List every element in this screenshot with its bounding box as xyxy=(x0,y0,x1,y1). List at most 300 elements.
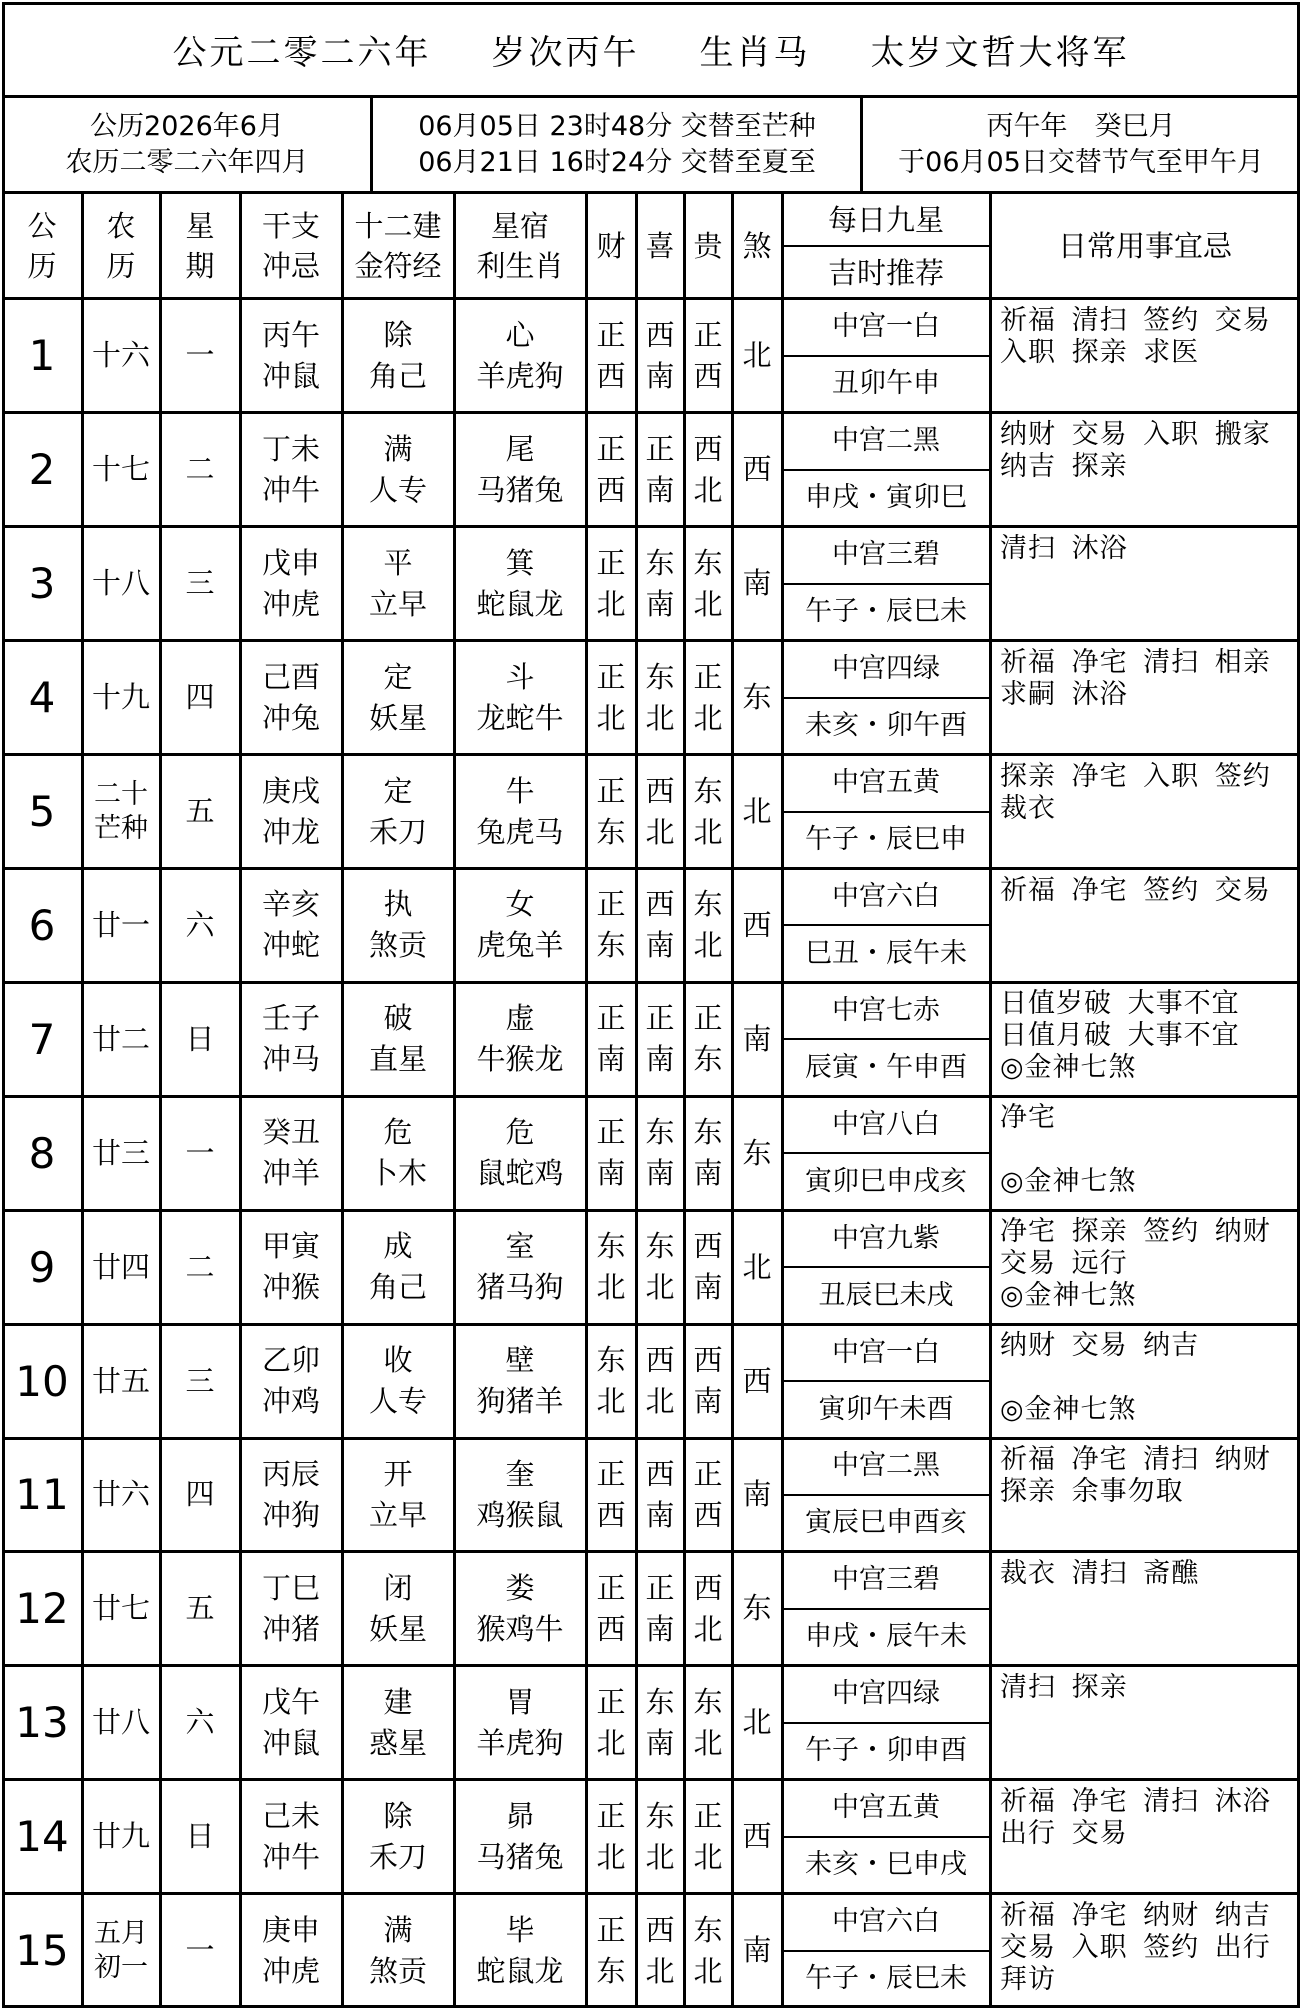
nine-star: 中宫一白 xyxy=(832,311,940,343)
header-gongli: 公 历 xyxy=(27,209,57,283)
jinfujing: 立早 xyxy=(368,1497,427,1532)
cai-direction-line: 东 xyxy=(596,928,626,963)
day-number: 10 xyxy=(15,1356,69,1406)
jianchu-cell xyxy=(342,299,454,413)
cai-direction-line: 东 xyxy=(596,814,626,849)
cai-direction xyxy=(586,413,636,527)
lunar-date-line: 十九 xyxy=(91,680,150,715)
divider xyxy=(860,97,863,192)
lunar-date xyxy=(82,869,160,983)
ganzhi: 己酉 xyxy=(261,659,320,694)
gui-direction xyxy=(684,1096,732,1210)
ganzhi: 丁未 xyxy=(261,431,320,466)
divider xyxy=(2,1437,1300,1440)
lunar-date-line: 廿八 xyxy=(91,1705,150,1740)
jianchu: 除 xyxy=(383,317,413,352)
jinfujing: 妖星 xyxy=(368,1611,427,1646)
ganzhi-cell xyxy=(240,1894,342,2008)
sha-direction: 东 xyxy=(742,680,772,715)
header-gui: 贵 xyxy=(693,229,723,263)
gui-direction-line: 北 xyxy=(693,586,723,621)
xingxiu-cell xyxy=(454,1780,586,1894)
gui-direction-line: 西 xyxy=(693,431,723,466)
nine-star: 中宫五黄 xyxy=(832,767,940,799)
xi-direction-line: 南 xyxy=(645,1725,675,1760)
weekday: 三 xyxy=(185,1363,215,1398)
divider xyxy=(2,297,1300,300)
sha-direction: 东 xyxy=(742,1591,772,1626)
yiji-line: 日值月破 大事不宜 xyxy=(1000,1020,1240,1052)
lunar-date-line: 廿四 xyxy=(91,1249,150,1284)
cai-direction-line: 正 xyxy=(596,887,626,922)
day-number: 4 xyxy=(28,673,56,723)
cai-direction-line: 正 xyxy=(596,545,626,580)
ganzhi-cell xyxy=(240,1666,342,1780)
xi-direction xyxy=(636,527,684,641)
cai-direction-line: 北 xyxy=(596,700,626,735)
sha-direction: 西 xyxy=(742,1819,772,1854)
yiji-line: ◎金神七煞 xyxy=(1000,1166,1137,1198)
gui-direction-line: 东 xyxy=(693,887,723,922)
ganzhi: 乙卯 xyxy=(261,1343,320,1378)
xi-direction-line: 南 xyxy=(645,1497,675,1532)
yiji-cell xyxy=(990,641,1300,755)
ganzhi: 甲寅 xyxy=(261,1229,320,1264)
yiji-cell xyxy=(990,755,1300,869)
yiji-line: 拜访 xyxy=(1000,1963,1056,1995)
nine-star: 中宫九紫 xyxy=(832,1222,940,1254)
cai-direction xyxy=(586,1780,636,1894)
lunar-date xyxy=(82,1096,160,1210)
xingxiu-cell xyxy=(454,1438,586,1552)
gui-direction-line: 正 xyxy=(693,1798,723,1833)
xi-direction-line: 北 xyxy=(645,814,675,849)
chong: 冲牛 xyxy=(261,1839,320,1874)
xi-direction xyxy=(636,1666,684,1780)
yiji-line: 祈福 净宅 签约 交易 xyxy=(1000,874,1271,906)
jinfujing: 惑星 xyxy=(368,1725,427,1760)
jianchu: 除 xyxy=(383,1798,413,1833)
lunar-date-line: 廿七 xyxy=(91,1591,150,1626)
cai-direction-line: 正 xyxy=(596,317,626,352)
sha-direction: 东 xyxy=(742,1135,772,1170)
gui-direction-line: 北 xyxy=(693,1611,723,1646)
jinfujing: 人专 xyxy=(368,1384,427,1419)
divider xyxy=(2,867,1300,870)
cai-direction-line: 东 xyxy=(596,1229,626,1264)
xi-direction-line: 正 xyxy=(645,1001,675,1036)
divider xyxy=(782,1836,990,1838)
sha-direction: 南 xyxy=(742,1933,772,1968)
divider xyxy=(2,1209,1300,1212)
divider xyxy=(370,97,373,192)
ganzhi: 丙午 xyxy=(261,317,320,352)
cai-direction xyxy=(586,527,636,641)
divider xyxy=(2,1095,1300,1098)
lucky-zodiac: 猴鸡牛 xyxy=(476,1611,564,1646)
divider xyxy=(782,1950,990,1952)
chong: 冲猪 xyxy=(261,1611,320,1646)
lunar-date-line: 芒种 xyxy=(94,812,148,844)
lucky-hours: 丑辰巳未戌 xyxy=(818,1279,954,1311)
xingxiu: 室 xyxy=(505,1229,535,1264)
xingxiu-cell xyxy=(454,527,586,641)
xi-direction xyxy=(636,1894,684,2008)
ganzhi-cell xyxy=(240,1552,342,1666)
yiji-line: 入职 探亲 求医 xyxy=(1000,337,1200,368)
jianchu: 开 xyxy=(383,1456,413,1491)
divider xyxy=(2,1778,1300,1781)
yiji-cell xyxy=(990,1438,1300,1552)
chong: 冲马 xyxy=(261,1042,320,1077)
cai-direction-line: 西 xyxy=(596,1497,626,1532)
weekday: 四 xyxy=(185,680,215,715)
xingxiu: 昴 xyxy=(505,1798,535,1833)
lucky-zodiac: 羊虎狗 xyxy=(476,1725,564,1760)
cai-direction-line: 西 xyxy=(596,358,626,393)
ganzhi-cell xyxy=(240,641,342,755)
header-xingxiu: 星宿 利生肖 xyxy=(476,209,564,283)
xi-direction xyxy=(636,413,684,527)
xi-direction-line: 西 xyxy=(645,773,675,808)
nine-star: 中宫八白 xyxy=(832,1108,940,1140)
lunar-date xyxy=(82,1894,160,2008)
xingxiu-cell xyxy=(454,641,586,755)
lunar-month: 农历二零二六年四月 xyxy=(65,146,309,178)
day-number: 5 xyxy=(28,787,56,837)
header-xingqi: 星 期 xyxy=(185,209,215,283)
xi-direction xyxy=(636,1552,684,1666)
jinfujing: 妖星 xyxy=(368,700,427,735)
xingxiu: 女 xyxy=(505,887,535,922)
cai-direction-line: 东 xyxy=(596,1343,626,1378)
weekday: 一 xyxy=(185,338,215,373)
gui-direction-line: 北 xyxy=(693,1953,723,1988)
cai-direction xyxy=(586,1552,636,1666)
ganzhi-cell xyxy=(240,1324,342,1438)
xi-direction-line: 西 xyxy=(645,317,675,352)
gui-direction-line: 正 xyxy=(693,1456,723,1491)
jinfujing: 立早 xyxy=(368,586,427,621)
weekday: 日 xyxy=(185,1819,215,1854)
yiji-cell xyxy=(990,1666,1300,1780)
lunar-date-line: 十六 xyxy=(91,338,150,373)
chong: 冲牛 xyxy=(261,472,320,507)
gui-direction-line: 南 xyxy=(693,1156,723,1191)
lucky-hours: 申戌・辰午未 xyxy=(805,1621,967,1653)
xi-direction xyxy=(636,982,684,1096)
sha-direction: 西 xyxy=(742,1363,772,1398)
chong: 冲虎 xyxy=(261,1953,320,1988)
xi-direction xyxy=(636,1324,684,1438)
lucky-hours: 午子・辰巳未 xyxy=(805,596,967,628)
jianchu-cell xyxy=(342,527,454,641)
xi-direction-line: 东 xyxy=(645,545,675,580)
xi-direction xyxy=(636,869,684,983)
ganzhi: 戊午 xyxy=(261,1684,320,1719)
xi-direction-line: 东 xyxy=(645,1115,675,1150)
divider xyxy=(782,1266,990,1268)
gui-direction xyxy=(684,1438,732,1552)
lucky-hours: 辰寅・午申酉 xyxy=(805,1051,967,1083)
cai-direction-line: 北 xyxy=(596,586,626,621)
lucky-hours: 午子・辰巳未 xyxy=(805,1963,967,1995)
lucky-hours: 申戌・寅卯巳 xyxy=(805,482,967,514)
chong: 冲虎 xyxy=(261,586,320,621)
jinfujing: 角己 xyxy=(368,358,427,393)
cai-direction xyxy=(586,641,636,755)
divider xyxy=(782,697,990,699)
lucky-zodiac: 鼠蛇鸡 xyxy=(476,1156,564,1191)
yiji-line: 纳吉 探亲 xyxy=(1000,450,1128,482)
divider xyxy=(782,1494,990,1496)
weekday: 六 xyxy=(185,907,215,942)
lucky-zodiac: 蛇鼠龙 xyxy=(476,1953,564,1988)
yiji-line: 求嗣 沐浴 xyxy=(1000,678,1128,710)
xi-direction-line: 正 xyxy=(645,1570,675,1605)
ganzhi-cell xyxy=(240,413,342,527)
xi-direction-line: 西 xyxy=(645,1912,675,1947)
divider xyxy=(782,469,990,471)
yiji-cell xyxy=(990,1324,1300,1438)
divider xyxy=(782,583,990,585)
yiji-cell xyxy=(990,1894,1300,2008)
day-number: 2 xyxy=(28,445,56,495)
yiji-line xyxy=(1000,1362,1300,1394)
lucky-hours: 未亥・巳申戌 xyxy=(805,1849,967,1881)
jinfujing: 煞贡 xyxy=(368,1953,427,1988)
ganzhi-cell xyxy=(240,299,342,413)
jianchu-cell xyxy=(342,1552,454,1666)
chong: 冲羊 xyxy=(261,1156,320,1191)
gui-direction-line: 北 xyxy=(693,472,723,507)
nine-star: 中宫三碧 xyxy=(832,1564,940,1596)
jianchu-cell xyxy=(342,641,454,755)
yiji-line: 裁衣 清扫 斋醮 xyxy=(1000,1557,1200,1589)
cai-direction xyxy=(586,755,636,869)
gui-direction-line: 东 xyxy=(693,1042,723,1077)
gui-direction-line: 东 xyxy=(693,1684,723,1719)
lucky-hours: 寅卯午未酉 xyxy=(818,1393,954,1425)
gui-direction-line: 北 xyxy=(693,700,723,735)
chong: 冲猴 xyxy=(261,1270,320,1305)
lucky-zodiac: 兔虎马 xyxy=(476,814,564,849)
day-number: 13 xyxy=(15,1698,69,1748)
header-sha: 煞 xyxy=(742,229,772,263)
lunar-date-line: 廿九 xyxy=(91,1819,150,1854)
jianchu: 定 xyxy=(383,773,413,808)
jianchu: 闭 xyxy=(383,1570,413,1605)
divider xyxy=(341,191,344,2006)
yiji-cell xyxy=(990,1552,1300,1666)
header-ganzhi: 干支 冲忌 xyxy=(261,209,320,283)
header-yiji: 日常用事宜忌 xyxy=(1057,229,1232,263)
lunar-date-line: 五月 xyxy=(94,1917,148,1949)
cai-direction xyxy=(586,1324,636,1438)
divider xyxy=(782,1038,990,1040)
xingxiu-cell xyxy=(454,982,586,1096)
day-number: 9 xyxy=(28,1242,56,1292)
ganzhi: 己未 xyxy=(261,1798,320,1833)
header-cai: 财 xyxy=(596,229,626,263)
ganzhi-change: 于06月05日交替节气至甲午月 xyxy=(898,146,1264,178)
header-jishi: 吉时推荐 xyxy=(827,255,944,290)
divider xyxy=(2,981,1300,984)
jianchu-cell xyxy=(342,1210,454,1324)
cai-direction xyxy=(586,982,636,1096)
jianchu-cell xyxy=(342,982,454,1096)
yiji-cell xyxy=(990,1210,1300,1324)
day-number: 14 xyxy=(15,1812,69,1862)
lunar-date xyxy=(82,1438,160,1552)
yiji-line: 纳财 交易 入职 搬家 xyxy=(1000,418,1271,450)
divider xyxy=(782,1608,990,1610)
gui-direction-line: 正 xyxy=(693,1001,723,1036)
lunar-date-line: 廿六 xyxy=(91,1477,150,1512)
jianchu-cell xyxy=(342,1438,454,1552)
divider xyxy=(782,355,990,357)
month-info xyxy=(2,97,372,192)
divider xyxy=(989,191,992,2006)
jianchu: 定 xyxy=(383,659,413,694)
divider xyxy=(782,811,990,813)
yiji-cell xyxy=(990,982,1300,1096)
sha-direction: 西 xyxy=(742,907,772,942)
jinfujing: 直星 xyxy=(368,1042,427,1077)
divider xyxy=(731,191,734,2006)
cai-direction-line: 正 xyxy=(596,1798,626,1833)
divider xyxy=(782,1380,990,1382)
cai-direction xyxy=(586,1894,636,2008)
cai-direction-line: 北 xyxy=(596,1270,626,1305)
xingxiu-cell xyxy=(454,1666,586,1780)
lunar-date-line: 廿五 xyxy=(91,1363,150,1398)
weekday: 四 xyxy=(185,1477,215,1512)
yiji-line: ◎金神七煞 xyxy=(1000,1394,1137,1426)
divider xyxy=(239,191,242,2006)
jianchu: 危 xyxy=(383,1115,413,1150)
gui-direction-line: 正 xyxy=(693,317,723,352)
cai-direction xyxy=(586,1438,636,1552)
nine-star: 中宫四绿 xyxy=(832,653,940,685)
jianchu: 满 xyxy=(383,1912,413,1947)
xi-direction-line: 南 xyxy=(645,358,675,393)
divider xyxy=(159,191,162,2006)
jianchu-cell xyxy=(342,1666,454,1780)
xi-direction xyxy=(636,299,684,413)
sha-direction: 南 xyxy=(742,1477,772,1512)
nine-star: 中宫三碧 xyxy=(832,539,940,571)
yiji-cell xyxy=(990,299,1300,413)
yiji-line: 祈福 清扫 签约 交易 xyxy=(1000,305,1271,336)
weekday: 三 xyxy=(185,566,215,601)
jinfujing: 角己 xyxy=(368,1270,427,1305)
gui-direction-line: 东 xyxy=(693,1912,723,1947)
divider xyxy=(585,191,588,2006)
jianchu: 平 xyxy=(383,545,413,580)
yiji-line: ◎金神七煞 xyxy=(1000,1280,1137,1312)
xingxiu-cell xyxy=(454,413,586,527)
day-number: 6 xyxy=(28,900,56,950)
lucky-zodiac: 马猪兔 xyxy=(476,472,564,507)
jianchu: 执 xyxy=(383,887,413,922)
day-number: 7 xyxy=(28,1014,56,1064)
xi-direction-line: 北 xyxy=(645,1270,675,1305)
cai-direction-line: 北 xyxy=(596,1725,626,1760)
gui-direction-line: 北 xyxy=(693,814,723,849)
cai-direction-line: 正 xyxy=(596,1001,626,1036)
ganzhi: 壬子 xyxy=(261,1001,320,1036)
jianchu-cell xyxy=(342,1894,454,2008)
xi-direction-line: 南 xyxy=(645,1042,675,1077)
gui-direction-line: 西 xyxy=(693,1343,723,1378)
cai-direction xyxy=(586,1666,636,1780)
gui-direction xyxy=(684,982,732,1096)
cai-direction-line: 正 xyxy=(596,1115,626,1150)
yiji-line: 净宅 xyxy=(1000,1102,1056,1134)
jianchu: 满 xyxy=(383,431,413,466)
ganzhi-cell xyxy=(240,1780,342,1894)
xingxiu: 尾 xyxy=(505,431,535,466)
gui-direction-line: 东 xyxy=(693,773,723,808)
lunar-date-line: 二十 xyxy=(94,778,148,810)
day-number: 3 xyxy=(28,559,56,609)
xi-direction-line: 东 xyxy=(645,1229,675,1264)
lunar-date xyxy=(82,1552,160,1666)
title-sui-ci: 岁次丙午 xyxy=(491,33,640,73)
gregorian-month: 公历2026年6月 xyxy=(90,110,284,142)
divider xyxy=(781,191,784,2006)
lucky-zodiac: 虎兔羊 xyxy=(476,928,564,963)
lucky-hours: 午子・辰巳申 xyxy=(805,824,967,856)
ganzhi-cell xyxy=(240,869,342,983)
xi-direction-line: 南 xyxy=(645,1611,675,1646)
cai-direction-line: 正 xyxy=(596,1570,626,1605)
gui-direction xyxy=(684,869,732,983)
weekday: 六 xyxy=(185,1705,215,1740)
ganzhi: 戊申 xyxy=(261,545,320,580)
nine-star: 中宫六白 xyxy=(832,880,940,912)
divider xyxy=(782,1722,990,1724)
yiji-cell xyxy=(990,1096,1300,1210)
ganzhi-cell xyxy=(240,1210,342,1324)
yiji-line: 交易 远行 xyxy=(1000,1248,1128,1280)
lunar-date xyxy=(82,1324,160,1438)
weekday: 二 xyxy=(185,452,215,487)
sha-direction: 北 xyxy=(742,1249,772,1284)
lucky-zodiac: 狗猪羊 xyxy=(476,1384,564,1419)
ganzhi: 庚申 xyxy=(261,1912,320,1947)
xi-direction-line: 东 xyxy=(645,1798,675,1833)
lunar-date xyxy=(82,982,160,1096)
lunar-date xyxy=(82,413,160,527)
gui-direction-line: 北 xyxy=(693,1725,723,1760)
ganzhi-cell xyxy=(240,527,342,641)
lunar-date-line: 廿三 xyxy=(91,1135,150,1170)
cai-direction-line: 北 xyxy=(596,1839,626,1874)
title-tai-sui: 太岁文哲大将军 xyxy=(870,33,1130,73)
ganzhi-month: 丙午年 癸巳月 xyxy=(986,110,1176,142)
cai-direction-line: 南 xyxy=(596,1042,626,1077)
gui-direction-line: 西 xyxy=(693,1570,723,1605)
divider xyxy=(81,191,84,2006)
ganzhi-cell xyxy=(240,982,342,1096)
lunar-date-line: 廿二 xyxy=(91,1021,150,1056)
gui-direction-line: 西 xyxy=(693,1497,723,1532)
chong: 冲狗 xyxy=(261,1497,320,1532)
xingxiu-cell xyxy=(454,1552,586,1666)
xi-direction xyxy=(636,755,684,869)
